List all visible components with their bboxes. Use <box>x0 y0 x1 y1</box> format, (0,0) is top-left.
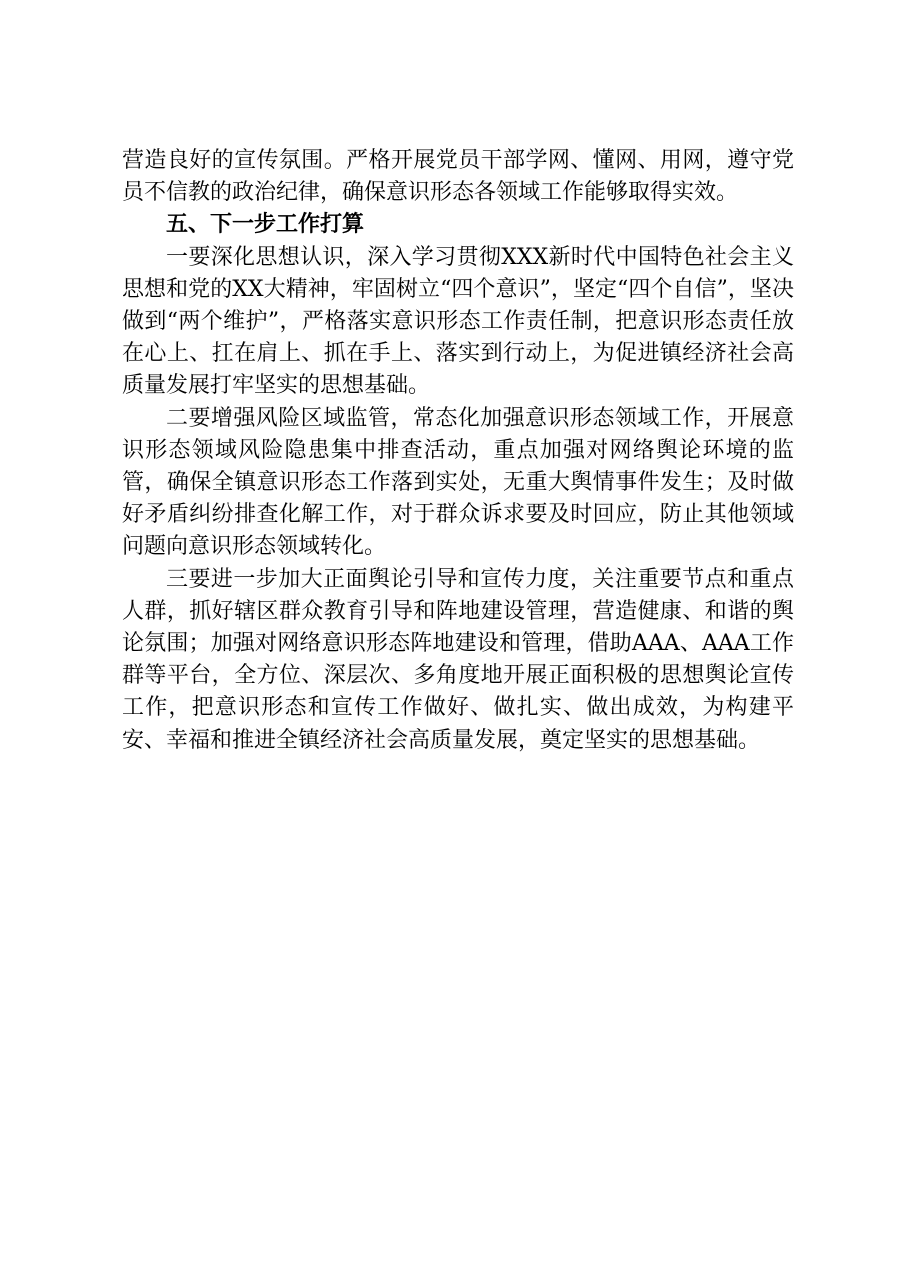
document-page <box>122 145 794 757</box>
paragraph-2: 二要增强风险区域监管，常态化加强意识形态领域工作，开展意识形态领域风险隐患集中排查活动，重点加强对网络舆论环境的监管，确保全镇意识形态工作落到实处，无重大舆情事件发生；及时做好矛盾纠纷排查化解工作，对于群众诉求要及时回应，防止其他领域问题向意识形态领域转化。 <box>122 405 794 560</box>
continuation-paragraph: 营造良好的宣传氛围。严格开展党员干部学网、懂网、用网，遵守党员不信教的政治纪律，确保意识形态各领域工作能够取得实效。 <box>122 148 794 206</box>
paragraph-3: 三要进一步加大正面舆论引导和宣传力度，关注重要节点和重点人群，抓好辖区群众教育引导和阵地建设管理，营造健康、和谐的舆论氛围；加强对网络意识形态阵地建设和管理，借助AAA、AAA工作群等平台，全方位、深层次、多角度地开展正面积极的思想舆论宣传工作，把意识形态和宣传工作做好、做扎实、做出成效，为构建平安、幸福和推进全镇经济社会高质量发展，奠定坚实的思想基础。 <box>122 566 795 753</box>
paragraph-1: 一要深化思想认识，深入学习贯彻XXX新时代中国特色社会主义思想和党的XX大精神，牢固树立“四个意识”，坚定“四个自信”，坚决做到“两个维护”，严格落实意识形态工作责任制，把意识形态责任放在心上、扛在肩上、抓在手上、落实到行动上，为促进镇经济社会高质量发展打牢坚实的思想基础。 <box>122 244 794 399</box>
section-heading: 五、下一步工作打算 <box>166 212 365 238</box>
